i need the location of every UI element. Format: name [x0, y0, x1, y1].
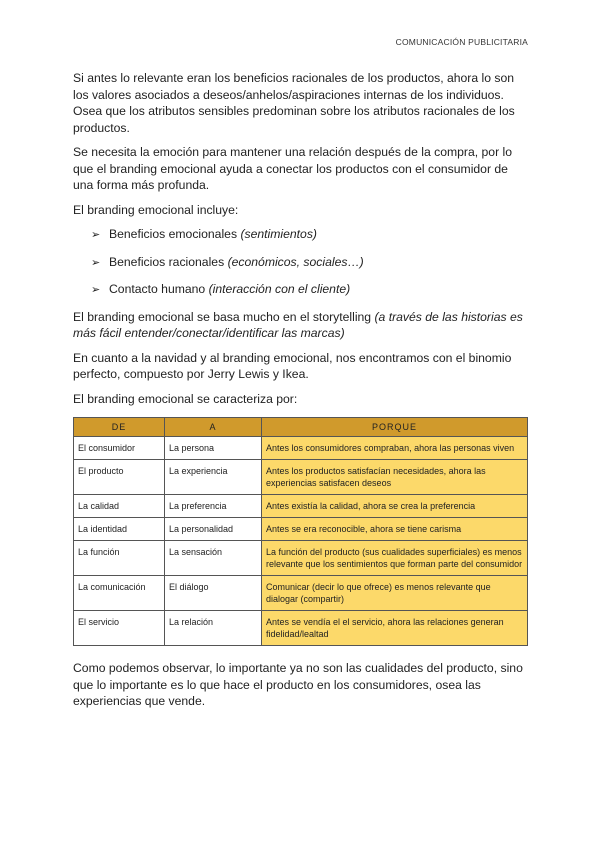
- bullet-text: Beneficios racionales: [109, 254, 228, 269]
- cell-porque: Antes se vendía el el servicio, ahora las relaciones generan fidelidad/lealtad: [262, 611, 528, 646]
- list-item: [91, 226, 528, 244]
- cell-porque: Antes existía la calidad, ahora se crea la preferencia: [262, 495, 528, 518]
- header-de: DE: [74, 418, 165, 437]
- cell-de: El consumidor: [74, 437, 165, 460]
- cell-porque: La función del producto (sus cualidades superficiales) es menos relevante que los sentimientos que forman parte del consumidor: [262, 541, 528, 576]
- storytelling-text: El branding emocional se basa mucho en el storytelling: [73, 309, 375, 324]
- table-row: [74, 541, 528, 576]
- cell-porque: Antes los productos satisfacían necesidades, ahora las experiencias satisfacen deseos: [262, 460, 528, 495]
- paragraph-navidad: En cuanto a la navidad y al branding emocional, nos encontramos con el binomio perfecto, compuesto por Jerry Lewis y Ikea.: [73, 350, 512, 381]
- arrow-bullet-icon: ➢: [91, 228, 101, 241]
- cell-a: La personalidad: [165, 518, 262, 541]
- paragraph-caracteriza: El branding emocional se caracteriza por:: [73, 391, 298, 406]
- bullet-italic: (sentimientos): [240, 227, 317, 241]
- cell-de: La identidad: [74, 518, 165, 541]
- bullet-italic: (interacción con el cliente): [208, 282, 351, 296]
- table-header-row: [74, 418, 528, 437]
- paragraph-conclusion: Como podemos observar, lo importante ya no son las cualidades del producto, sino que lo importante es lo que hace el producto en los consumidores, osea las experiencias que vende.: [73, 661, 523, 708]
- paragraph-emotion: Se necesita la emoción para mantener una relación después de la compra, por lo que el branding emocional ayuda a conectar los productos con el consumidor de una forma más profunda.: [73, 145, 513, 192]
- cell-a: La persona: [165, 437, 262, 460]
- cell-de: La función: [74, 541, 165, 576]
- arrow-bullet-icon: ➢: [91, 255, 101, 269]
- page-header: COMUNICACIÓN PUBLICITARIA: [395, 37, 528, 47]
- bullet-text: Contacto humano: [109, 282, 209, 296]
- cell-porque: Comunicar (decir lo que ofrece) es menos relevante que dialogar (compartir): [262, 576, 528, 611]
- cell-a: La sensación: [165, 541, 262, 576]
- cell-de: La calidad: [74, 495, 165, 518]
- table-row: [74, 460, 528, 495]
- cell-de: La comunicación: [74, 576, 165, 611]
- list-item: [91, 254, 528, 272]
- table-row: [74, 518, 528, 541]
- cell-de: El servicio: [74, 611, 165, 646]
- document-body: [73, 70, 528, 718]
- table-row: [74, 495, 528, 518]
- table-row: [74, 611, 528, 646]
- header-porque: PORQUE: [262, 418, 528, 437]
- comparison-table: [73, 417, 528, 646]
- header-a: A: [165, 418, 262, 437]
- cell-a: El diálogo: [165, 576, 262, 611]
- cell-de: El producto: [74, 460, 165, 495]
- paragraph-includes: El branding emocional incluye:: [73, 202, 239, 217]
- cell-a: La preferencia: [165, 495, 262, 518]
- bullet-text: Beneficios emocionales: [109, 227, 241, 241]
- cell-a: La experiencia: [165, 460, 262, 495]
- paragraph-storytelling: [73, 309, 528, 342]
- list-item: [91, 281, 528, 299]
- table-row: [74, 437, 528, 460]
- arrow-bullet-icon: ➢: [91, 283, 101, 296]
- paragraph-intro: Si antes lo relevante eran los beneficios racionales de los productos, ahora lo son los valores asociados a deseos/anhelos/aspiraciones internas de los individuos. Osea que los atributos sensibles predominan sobre los atributos racionales de los productos.: [73, 71, 515, 135]
- storytelling-italic: (a través de las historias es más fácil entender/conectar/identificar las marcas): [73, 309, 523, 340]
- cell-porque: Antes se era reconocible, ahora se tiene carisma: [262, 518, 528, 541]
- bullet-italic: (económicos, sociales…): [227, 254, 364, 269]
- table-row: [74, 576, 528, 611]
- cell-porque: Antes los consumidores compraban, ahora las personas viven: [262, 437, 528, 460]
- cell-a: La relación: [165, 611, 262, 646]
- bullet-list: [73, 226, 528, 299]
